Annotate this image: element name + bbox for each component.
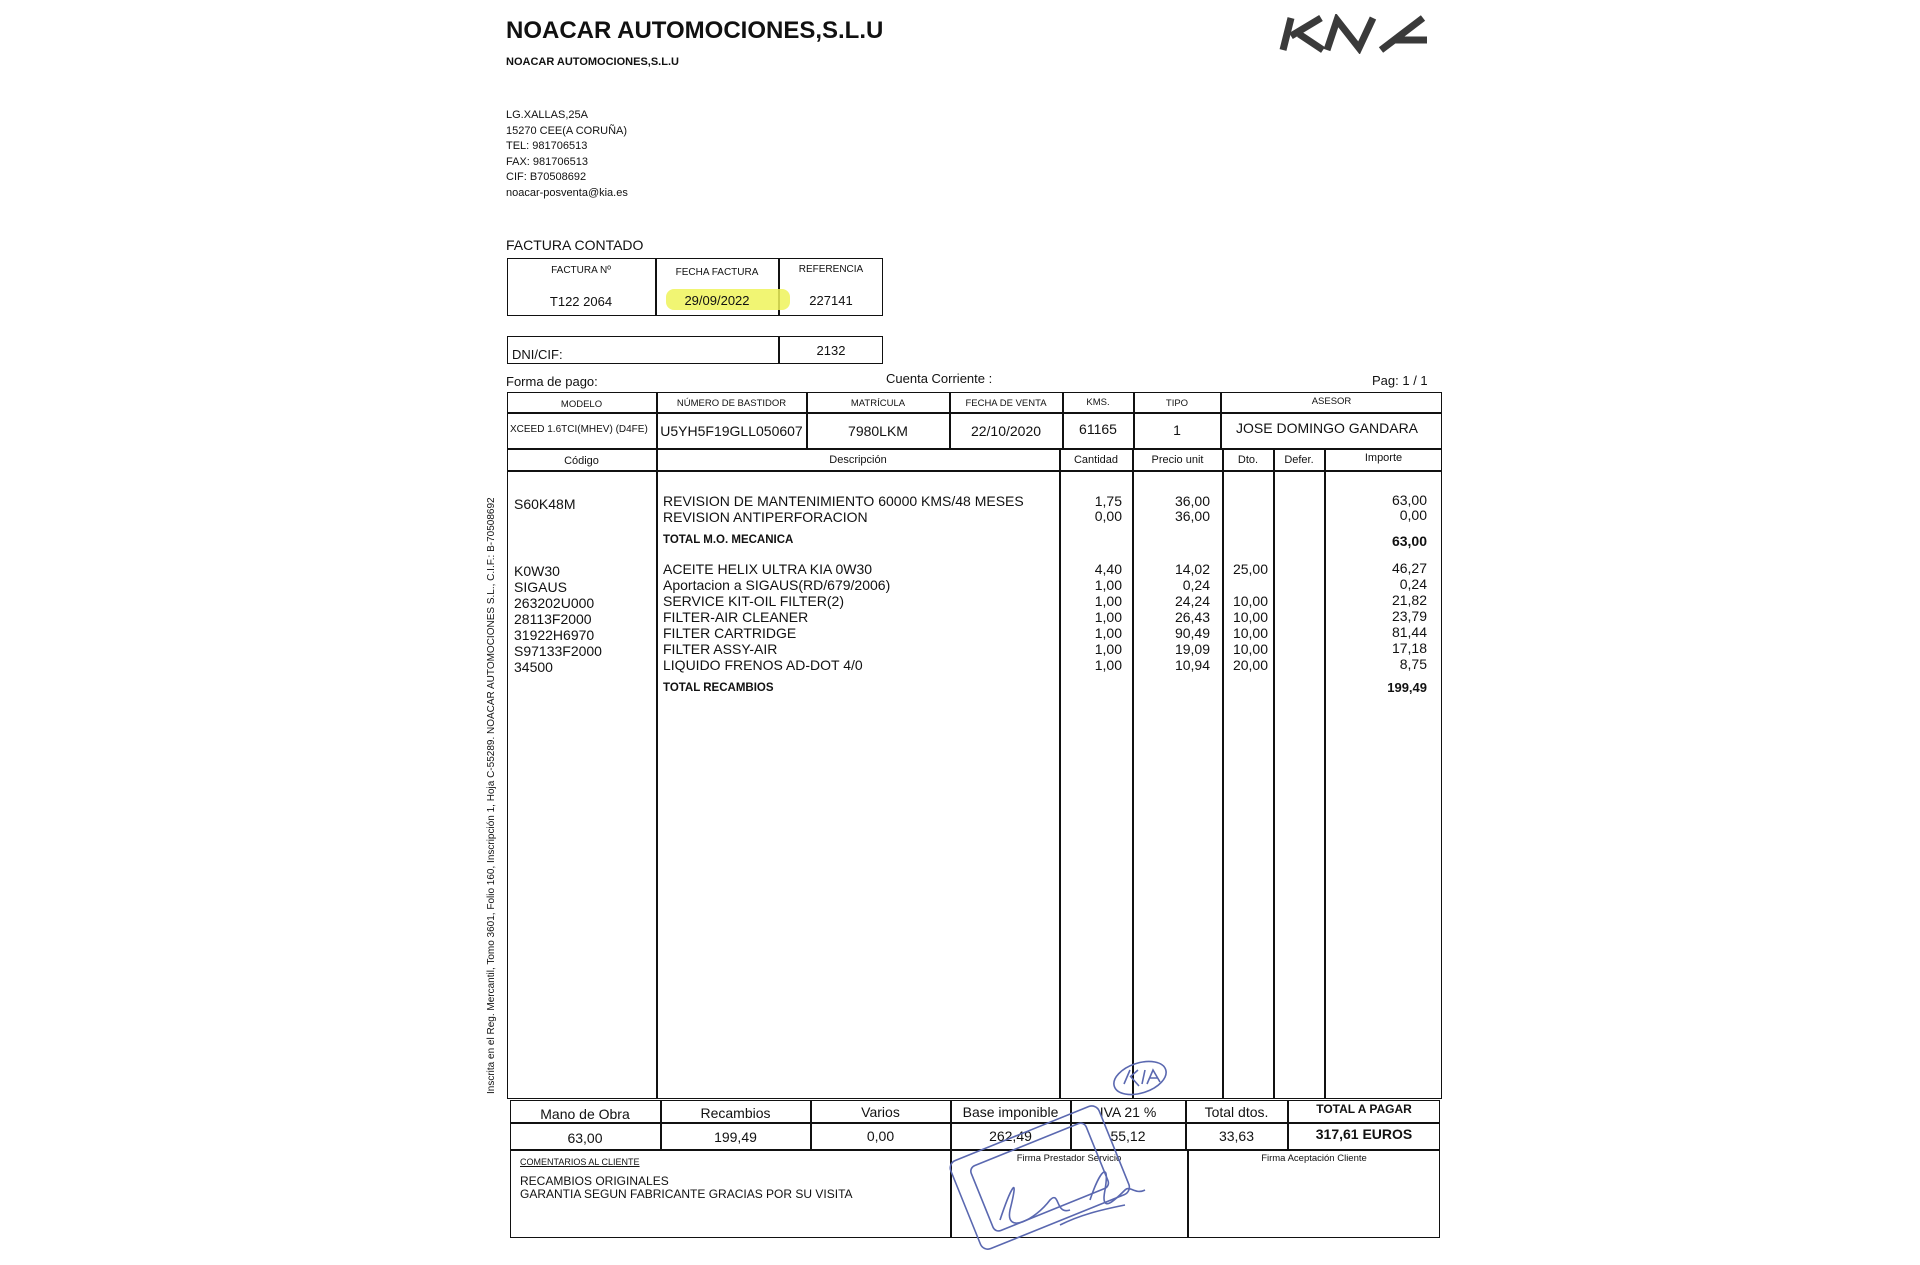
vehicle-header-kms: KMS.: [1086, 397, 1110, 408]
line-dto: 10,00: [1232, 609, 1268, 625]
line-price: 14,02: [1174, 561, 1210, 577]
lines-header-desc: Descripción: [829, 454, 887, 466]
line-code: K0W30: [514, 563, 560, 579]
dni-value: 2132: [816, 343, 846, 358]
line-amount: 81,44: [1391, 624, 1427, 640]
company-stamp-icon: [940, 1050, 1200, 1260]
line-desc: FILTER ASSY-AIR: [663, 641, 778, 657]
parts-total-label: TOTAL RECAMBIOS: [663, 682, 774, 694]
total-discounts: 33,63: [1218, 1128, 1255, 1144]
comment-line-2: GARANTIA SEGUN FABRICANTE GRACIAS POR SU VISITA: [520, 1187, 853, 1201]
comment-line-1: RECAMBIOS ORIGINALES: [520, 1174, 669, 1188]
line-dto: 10,00: [1232, 641, 1268, 657]
totals-header-discounts: Total dtos.: [1204, 1104, 1269, 1120]
company-tel: TEL: 981706513: [506, 140, 588, 153]
vehicle-header-vin: NÚMERO DE BASTIDOR: [676, 398, 787, 409]
line-amount: 8,75: [1399, 656, 1427, 672]
page-number: Pag: 1 / 1: [1372, 373, 1428, 388]
labour-total-label: TOTAL M.O. MECANICA: [663, 534, 794, 546]
line-price: 90,49: [1174, 625, 1210, 641]
invoice-number: T122 2064: [549, 294, 613, 309]
line-qty: 1,00: [1094, 657, 1122, 673]
vehicle-header-plate: MATRÍCULA: [850, 398, 906, 409]
lines-table: [507, 449, 1442, 1099]
line-qty: 1,00: [1094, 609, 1122, 625]
line-desc: LIQUIDO FRENOS AD-DOT 4/0: [663, 657, 863, 673]
divider: [1222, 449, 1224, 1099]
vehicle-vin: U5YH5F19GLL050607: [660, 423, 803, 439]
line-desc: REVISION DE MANTENIMIENTO 60000 KMS/48 MESES: [663, 493, 1024, 509]
vehicle-header-advisor: ASESOR: [1311, 396, 1352, 407]
labour-total: 63,00: [1391, 533, 1427, 549]
vehicle-kms: 61165: [1079, 421, 1117, 437]
company-email: noacar-posventa@kia.es: [506, 186, 628, 199]
line-desc: FILTER-AIR CLEANER: [663, 609, 809, 625]
total-to-pay: 317,61 EUROS: [1315, 1126, 1413, 1142]
vehicle-model: XCEED 1.6TCI(MHEV) (D4FE): [510, 424, 648, 435]
payment-label: Forma de pago:: [506, 374, 598, 389]
lines-header-code: Código: [564, 455, 599, 467]
comments-label: COMENTARIOS AL CLIENTE: [520, 1157, 640, 1167]
line-code: SIGAUS: [514, 579, 567, 595]
totals-header-misc: Varios: [861, 1104, 900, 1120]
totals-header-base: Base imponible: [962, 1104, 1059, 1120]
line-amount: 46,27: [1391, 560, 1427, 576]
line-price: 24,24: [1174, 593, 1210, 609]
divider: [507, 470, 1442, 472]
line-code: 28113F2000: [514, 611, 592, 627]
line-amount: 0,24: [1399, 576, 1427, 592]
line-qty: 1,00: [1094, 625, 1122, 641]
lines-header-dto: Dto.: [1237, 454, 1259, 466]
kia-logo-icon: [1277, 14, 1433, 54]
line-desc: REVISION ANTIPERFORACION: [663, 509, 868, 525]
vehicle-advisor: JOSE DOMINGO GANDARA: [1236, 420, 1419, 436]
total-iva: 55,12: [1110, 1128, 1146, 1144]
line-price: 36,00: [1174, 493, 1210, 509]
invoice-date: 29/09/2022: [684, 293, 750, 308]
company-address-block: [506, 108, 628, 202]
vehicle-tipo: 1: [1173, 422, 1181, 438]
line-qty: 1,75: [1094, 493, 1122, 509]
line-amount: 23,79: [1391, 608, 1427, 624]
lines-header-amount: Importe: [1364, 452, 1403, 464]
address-line-2: 15270 CEE(A CORUÑA): [506, 124, 628, 137]
invoice-type: FACTURA CONTADO: [506, 237, 644, 253]
line-dto: 20,00: [1232, 657, 1268, 673]
company-name: NOACAR AUTOMOCIONES,S.L.U: [506, 17, 884, 44]
line-code: 31922H6970: [514, 627, 595, 643]
line-qty: 1,00: [1094, 577, 1122, 593]
line-code: S97133F2000: [514, 643, 602, 659]
line-dto: 10,00: [1232, 593, 1268, 609]
company-fax: FAX: 981706513: [506, 155, 588, 168]
line-qty: 1,00: [1094, 593, 1122, 609]
kia-logo: [1277, 14, 1433, 54]
totals-header-iva: IVA 21 %: [1099, 1104, 1157, 1120]
divider: [1059, 449, 1061, 1099]
line-price: 26,43: [1174, 609, 1210, 625]
line-price: 10,94: [1174, 657, 1210, 673]
totals-header-to-pay: TOTAL A PAGAR: [1316, 1102, 1412, 1116]
company-cif: CIF: B70508692: [506, 171, 587, 184]
company-name-sub: NOACAR AUTOMOCIONES,S.L.U: [506, 56, 679, 68]
vehicle-header-sale-date: FECHA DE VENTA: [965, 398, 1047, 409]
address-line-1: LG.XALLAS,25A: [506, 109, 588, 121]
line-code: S60K48M: [514, 496, 576, 512]
sign-client-label: Firma Aceptación Cliente: [1261, 1153, 1367, 1164]
line-code: 34500: [514, 659, 553, 675]
line-dto: 25,00: [1232, 561, 1268, 577]
lines-header-qty: Cantidad: [1073, 454, 1119, 466]
line-amount: 17,18: [1391, 640, 1427, 656]
divider: [507, 412, 1442, 414]
line-qty: 4,40: [1094, 561, 1122, 577]
divider: [1132, 449, 1134, 1099]
totals-header-labour: Mano de Obra: [540, 1106, 630, 1122]
lines-header-price: Precio unit: [1151, 454, 1204, 466]
line-price: 36,00: [1174, 508, 1210, 524]
invoice-date-label: FECHA FACTURA: [675, 267, 759, 278]
line-price: 0,24: [1182, 577, 1210, 593]
line-price: 19,09: [1174, 641, 1210, 657]
line-desc: ACEITE HELIX ULTRA KIA 0W30: [663, 561, 873, 577]
vehicle-plate: 7980LKM: [848, 423, 908, 439]
line-code: 263202U000: [514, 595, 595, 611]
account-label: Cuenta Corriente :: [886, 371, 993, 386]
invoice-reference: 227141: [809, 293, 853, 308]
vehicle-header-tipo: TIPO: [1165, 398, 1189, 409]
total-misc: 0,00: [866, 1128, 895, 1144]
line-amount: 63,00: [1391, 492, 1427, 508]
line-qty: 1,00: [1094, 641, 1122, 657]
line-desc: SERVICE KIT-OIL FILTER(2): [663, 593, 845, 609]
invoice-number-label: FACTURA Nº: [551, 265, 611, 276]
line-desc: FILTER CARTRIDGE: [663, 625, 797, 641]
vehicle-header-model: MODELO: [560, 399, 603, 410]
total-parts: 199,49: [714, 1129, 757, 1145]
line-qty: 0,00: [1094, 508, 1122, 524]
line-amount: 21,82: [1391, 592, 1427, 608]
line-amount: 0,00: [1399, 507, 1427, 523]
sign-provider-label: Firma Prestador Servicio: [1016, 1153, 1122, 1164]
divider: [1273, 449, 1275, 1099]
dni-label: DNI/CIF:: [512, 347, 563, 362]
invoice-ref-label: REFERENCIA: [798, 264, 864, 275]
vehicle-sale-date: 22/10/2020: [970, 423, 1042, 439]
company-stamp: [940, 1050, 1200, 1265]
lines-header-defer: Defer.: [1284, 454, 1314, 466]
registry-note: Inscrita en el Reg. Mercantil, Tomo 3601, Folio 160, Inscripción 1, Hoja C-55289. NOACAR AUTOMOCIONES S.L., C.I.F.: B-70508692: [486, 497, 497, 1094]
parts-total: 199,49: [1387, 680, 1427, 695]
divider: [655, 258, 657, 316]
total-base: 262,49: [989, 1128, 1032, 1144]
totals-header-parts: Recambios: [700, 1105, 771, 1121]
line-dto: 10,00: [1232, 625, 1268, 641]
divider: [656, 449, 658, 1099]
line-desc: Aportacion a SIGAUS(RD/679/2006): [663, 577, 891, 593]
total-labour: 63,00: [567, 1130, 603, 1146]
